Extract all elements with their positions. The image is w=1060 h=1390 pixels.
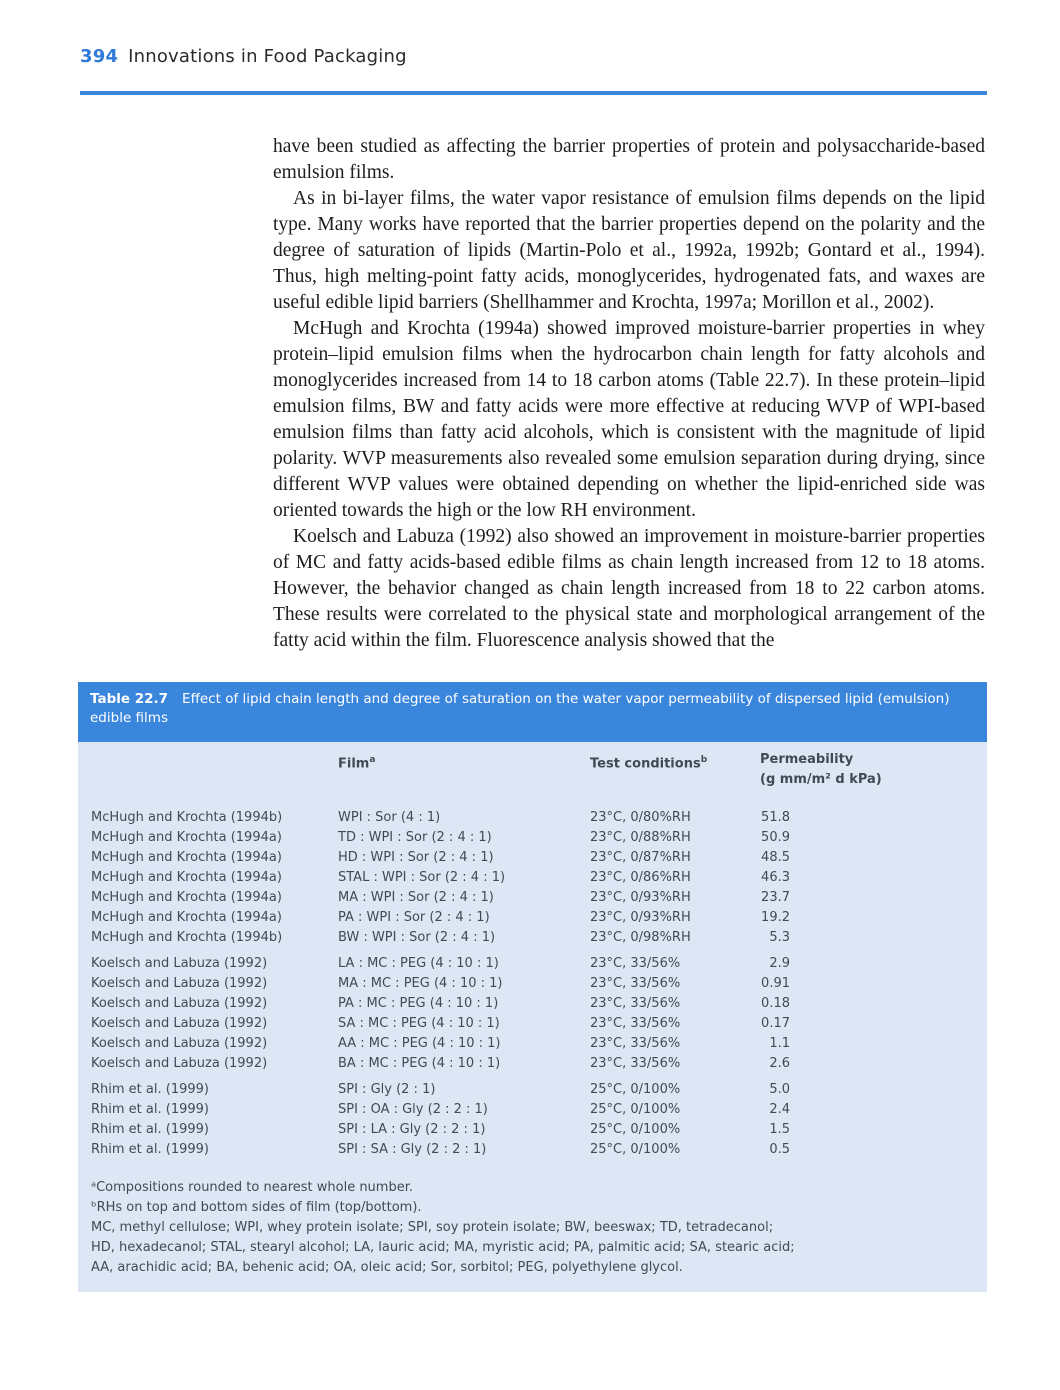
cell-test-conditions: 23°C, 0/93%RH bbox=[590, 890, 691, 905]
table-row bbox=[78, 1100, 987, 1120]
table-row bbox=[78, 928, 987, 948]
cell-reference: McHugh and Krochta (1994a) bbox=[91, 870, 282, 885]
book-title: Innovations in Food Packaging bbox=[128, 46, 407, 67]
footnote: AA, arachidic acid; BA, behenic acid; OA, oleic acid; Sor, sorbitol; PEG, polyethylene glycol. bbox=[91, 1260, 683, 1275]
cell-reference: Koelsch and Labuza (1992) bbox=[91, 956, 268, 971]
cell-test-conditions: 25°C, 0/100% bbox=[590, 1102, 681, 1117]
cell-permeability: 23.7 bbox=[761, 890, 790, 905]
cell-permeability: 51.8 bbox=[761, 810, 790, 825]
cell-film: BA : MC : PEG (4 : 10 : 1) bbox=[338, 1056, 501, 1071]
table-row bbox=[78, 1120, 987, 1140]
paragraph: Koelsch and Labuza (1992) also showed an improvement in moisture-barrier properties of MC and fatty acids-based edible films as chain length increased from 12 to 18 atoms. However, the behavior changed as chain length increased from 18 to 22 carbon atoms. These results were correlated to the physical state and morphological arrangement of the fatty acid within the film. Fluorescence analysis showed that the bbox=[273, 526, 985, 651]
cell-test-conditions: 23°C, 33/56% bbox=[590, 976, 681, 991]
cell-test-conditions: 23°C, 0/87%RH bbox=[590, 850, 691, 865]
body-text bbox=[273, 134, 985, 654]
table-row bbox=[78, 848, 987, 868]
cell-permeability: 0.91 bbox=[761, 976, 790, 991]
cell-film: SPI : SA : Gly (2 : 2 : 1) bbox=[338, 1142, 487, 1157]
cell-test-conditions: 23°C, 33/56% bbox=[590, 1056, 681, 1071]
cell-reference: McHugh and Krochta (1994a) bbox=[91, 910, 282, 925]
cell-test-conditions: 25°C, 0/100% bbox=[590, 1082, 681, 1097]
cell-reference: Koelsch and Labuza (1992) bbox=[91, 1036, 268, 1051]
table-body bbox=[78, 808, 987, 1160]
cell-reference: McHugh and Krochta (1994a) bbox=[91, 890, 282, 905]
column-header-film: Film$^a$ bbox=[338, 755, 376, 772]
cell-reference: Rhim et al. (1999) bbox=[91, 1122, 209, 1137]
paragraph: McHugh and Krochta (1994a) showed improved moisture-barrier properties in whey protein–lipid emulsion films when the hydrocarbon chain length for fatty alcohols and monoglycerides increased from 14 to 18 carbon atoms (Table 22.7). In these protein–lipid emulsion films, BW and fatty acids were more effective at reducing WVP of WPI-based emulsion films than fatty acid alcohols, which is consistent with the magnitude of lipid polarity. WVP measurements also revealed some emulsion separation during drying, since different WVP values were obtained depending on whether the lipid-enriched side was oriented towards the high or the low RH environment. bbox=[273, 318, 985, 521]
cell-test-conditions: 23°C, 33/56% bbox=[590, 1036, 681, 1051]
cell-film: WPI : Sor (4 : 1) bbox=[338, 810, 441, 825]
cell-film: LA : MC : PEG (4 : 10 : 1) bbox=[338, 956, 499, 971]
cell-test-conditions: 23°C, 0/93%RH bbox=[590, 910, 691, 925]
cell-film: TD : WPI : Sor (2 : 4 : 1) bbox=[338, 830, 492, 845]
table-footnotes bbox=[91, 1178, 971, 1278]
table-row bbox=[78, 1080, 987, 1100]
cell-film: SPI : LA : Gly (2 : 2 : 1) bbox=[338, 1122, 486, 1137]
cell-reference: Rhim et al. (1999) bbox=[91, 1082, 209, 1097]
cell-film: MA : WPI : Sor (2 : 4 : 1) bbox=[338, 890, 494, 905]
cell-test-conditions: 23°C, 0/86%RH bbox=[590, 870, 691, 885]
cell-film: SPI : OA : Gly (2 : 2 : 1) bbox=[338, 1102, 488, 1117]
cell-reference: Rhim et al. (1999) bbox=[91, 1142, 209, 1157]
table-row bbox=[78, 888, 987, 908]
table-row bbox=[78, 1054, 987, 1074]
paragraph: As in bi-layer films, the water vapor resistance of emulsion films depends on the lipid type. Many works have reported that the barrier properties depend on the polarity and the degree of saturation of lipids (Martin-Polo et al., 1992a, 1992b; Gontard et al., 1994). Thus, high melting-point fatty acids, monoglycerides, hydrogenated fats, and waxes are useful edible lipid barriers (Shellhammer and Krochta, 1997a; Morillon et al., 2002). bbox=[273, 188, 985, 313]
cell-permeability: 50.9 bbox=[761, 830, 790, 845]
cell-permeability: 2.4 bbox=[769, 1102, 790, 1117]
cell-permeability: 19.2 bbox=[761, 910, 790, 925]
paragraph: have been studied as affecting the barrier properties of protein and polysaccharide-based emulsion films. bbox=[273, 136, 985, 183]
footnote: ᵇRHs on top and bottom sides of film (top/bottom). bbox=[91, 1200, 422, 1215]
cell-film: AA : MC : PEG (4 : 10 : 1) bbox=[338, 1036, 501, 1051]
cell-reference: Rhim et al. (1999) bbox=[91, 1102, 209, 1117]
page-number: 394 bbox=[80, 46, 119, 67]
table-row bbox=[78, 954, 987, 974]
cell-reference: McHugh and Krochta (1994b) bbox=[91, 930, 283, 945]
cell-film: BW : WPI : Sor (2 : 4 : 1) bbox=[338, 930, 496, 945]
cell-reference: McHugh and Krochta (1994a) bbox=[91, 830, 282, 845]
table-number: Table 22.7 bbox=[90, 691, 169, 707]
footnote: HD, hexadecanol; STAL, stearyl alcohol; LA, lauric acid; MA, myristic acid; PA, palmitic acid; SA, stearic acid; bbox=[91, 1240, 795, 1255]
footnote: MC, methyl cellulose; WPI, whey protein isolate; SPI, soy protein isolate; BW, beeswax; TD, tetradecanol; bbox=[91, 1220, 774, 1235]
cell-film: STAL : WPI : Sor (2 : 4 : 1) bbox=[338, 870, 506, 885]
cell-permeability: 2.9 bbox=[769, 956, 790, 971]
cell-test-conditions: 23°C, 0/80%RH bbox=[590, 810, 691, 825]
cell-permeability: 0.18 bbox=[761, 996, 790, 1011]
table-row bbox=[78, 1014, 987, 1034]
table-row bbox=[78, 994, 987, 1014]
cell-reference: Koelsch and Labuza (1992) bbox=[91, 1016, 268, 1031]
cell-permeability: 5.3 bbox=[769, 930, 790, 945]
cell-reference: Koelsch and Labuza (1992) bbox=[91, 996, 268, 1011]
table-caption-text: Effect of lipid chain length and degree of saturation on the water vapor permeability of dispersed lipid (emulsion) edible films bbox=[90, 691, 950, 726]
cell-test-conditions: 23°C, 33/56% bbox=[590, 1016, 681, 1031]
cell-film: PA : WPI : Sor (2 : 4 : 1) bbox=[338, 910, 490, 925]
footnote: ᵃCompositions rounded to nearest whole number. bbox=[91, 1180, 413, 1195]
cell-test-conditions: 23°C, 33/56% bbox=[590, 996, 681, 1011]
cell-permeability: 2.6 bbox=[769, 1056, 790, 1071]
table-row bbox=[78, 828, 987, 848]
cell-permeability: 1.5 bbox=[769, 1122, 790, 1137]
cell-permeability: 5.0 bbox=[769, 1082, 790, 1097]
running-header bbox=[80, 46, 407, 67]
cell-film: SPI : Gly (2 : 1) bbox=[338, 1082, 436, 1097]
table-row bbox=[78, 974, 987, 994]
cell-reference: Koelsch and Labuza (1992) bbox=[91, 1056, 268, 1071]
cell-permeability: 46.3 bbox=[761, 870, 790, 885]
cell-permeability: 1.1 bbox=[769, 1036, 790, 1051]
header-rule bbox=[80, 91, 987, 95]
table-row bbox=[78, 1140, 987, 1160]
cell-test-conditions: 25°C, 0/100% bbox=[590, 1122, 681, 1137]
cell-test-conditions: 23°C, 33/56% bbox=[590, 956, 681, 971]
cell-reference: McHugh and Krochta (1994a) bbox=[91, 850, 282, 865]
column-header-test-conditions: Test conditions$^b$ bbox=[590, 755, 708, 772]
cell-permeability: 0.5 bbox=[769, 1142, 790, 1157]
column-header-permeability: Permeability (g mm/m² d kPa) bbox=[760, 752, 882, 787]
cell-test-conditions: 23°C, 0/98%RH bbox=[590, 930, 691, 945]
cell-permeability: 0.17 bbox=[761, 1016, 790, 1031]
table-row bbox=[78, 868, 987, 888]
table-row bbox=[78, 908, 987, 928]
cell-film: PA : MC : PEG (4 : 10 : 1) bbox=[338, 996, 499, 1011]
cell-film: HD : WPI : Sor (2 : 4 : 1) bbox=[338, 850, 494, 865]
table-row bbox=[78, 1034, 987, 1054]
cell-film: SA : MC : PEG (4 : 10 : 1) bbox=[338, 1016, 500, 1031]
cell-permeability: 48.5 bbox=[761, 850, 790, 865]
data-table bbox=[78, 682, 987, 1292]
table-row bbox=[78, 808, 987, 828]
table-caption bbox=[78, 682, 987, 742]
cell-test-conditions: 23°C, 0/88%RH bbox=[590, 830, 691, 845]
cell-reference: Koelsch and Labuza (1992) bbox=[91, 976, 268, 991]
cell-film: MA : MC : PEG (4 : 10 : 1) bbox=[338, 976, 503, 991]
cell-reference: McHugh and Krochta (1994b) bbox=[91, 810, 283, 825]
cell-test-conditions: 25°C, 0/100% bbox=[590, 1142, 681, 1157]
